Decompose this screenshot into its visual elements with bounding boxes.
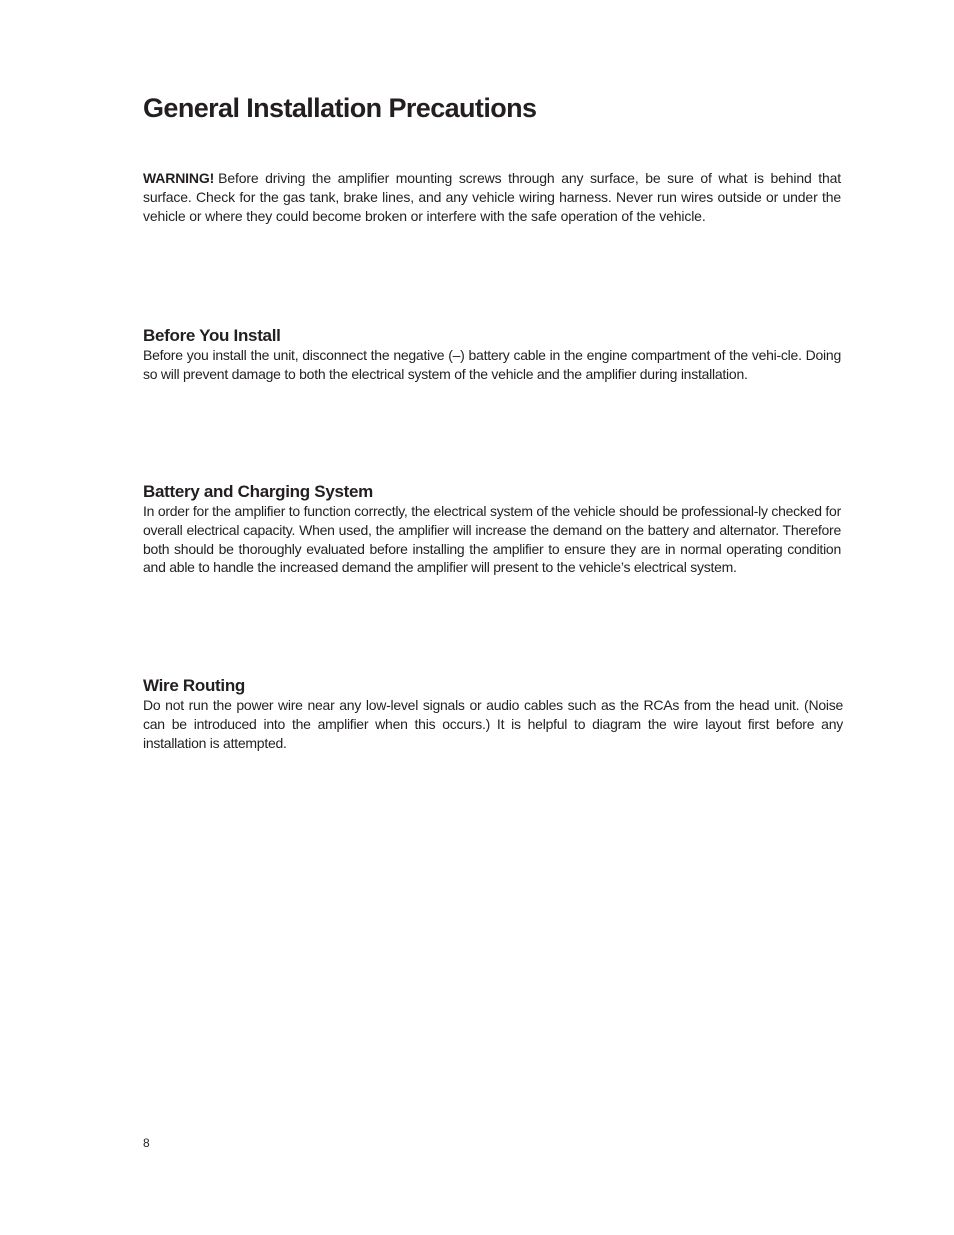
section-wire-routing [143,675,843,752]
section-battery-charging [143,481,841,577]
section-heading: Battery and Charging System [143,482,373,501]
warning-text: Before driving the amplifier mounting screws through any surface, be sure of what is behind that surface. Check for the gas tank, brake lines, and any vehicle wiring harness. Never run wires outside or under the vehicle or where they could become broken or interfere with the safe operation of the vehicle. [143,170,841,225]
section-heading: Before You Install [143,326,281,345]
section-heading: Wire Routing [143,676,246,695]
section-body: In order for the amplifier to function correctly, the electrical system of the vehicle should be professional-ly checked for overall electrical capacity. When used, the amplifier will increase the demand on the battery and alternator. Therefore both should be thoroughly evaluated before installing the amplifier to ensure they are in normal operating condition and able to handle the increased demand the amplifier will present to the vehicle’s electrical system. [143,503,841,576]
warning-paragraph [143,169,841,227]
warning-label: WARNING! [143,170,215,186]
section-before-you-install [143,325,841,384]
page-title: General Installation Precautions [143,93,537,123]
section-body: Before you install the unit, disconnect the negative (–) battery cable in the engine compartment of the vehi-cle. Doing so will prevent damage to both the electrical system of the vehicle and the amplifier during installation. [143,347,841,382]
page-number: 8 [143,1136,150,1150]
section-body: Do not run the power wire near any low-level signals or audio cables such as the RCAs from the head unit. (Noise can be introduced into the amplifier when this occurs.) It is helpful to diagram the wire layout first before any installation is attempted. [143,697,843,751]
